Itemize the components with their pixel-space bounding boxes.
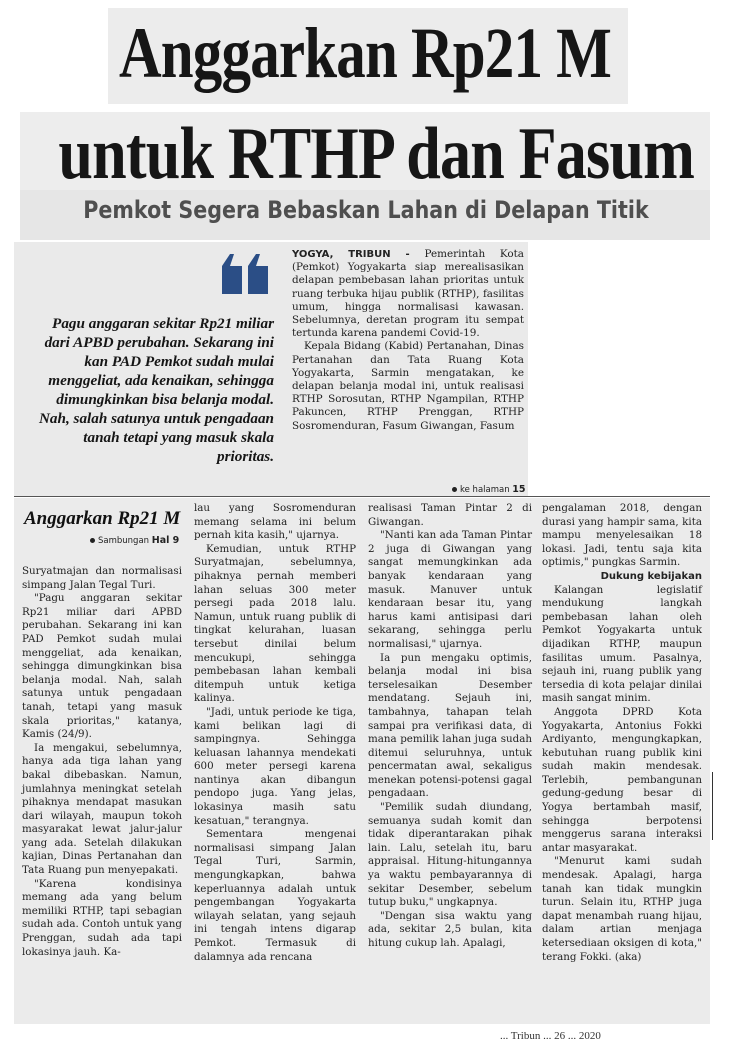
paragraph: Kalangan legislatif mendukung langkah pembebasan lahan oleh Pemkot Yogyakarta untuk dijadikan RTHP, maupun fasilitas umum. Pasalnya, sejauh ini, ruang publik yang tersedia di kota pelajar dinilai masih sangat minim. [542,583,702,705]
lead-text-1: Pemerintah Kota (Pemkot) Yogyakarta siap merealisasikan delapan pembebasan lahan prioritas untuk ruang terbuka hijau publik (RTHP), fasilitas umum, hingga normalisasi kawasan. Sebelumnya, deretan program itu sempat tertunda karena pandemi Covid-19. [292,248,524,340]
paragraph: Ia mengakui, sebelumnya, hanya ada tiga lahan yang bakal dibebaskan. Namun, jumlahnya meningkat setelah pihaknya mendapat masukan dari wilayah, maupun tokoh masyarakat lewat jalur-jalur yang ada. Setelah dilakukan kajian, Dinas Pertanahan dan Tata Ruang pun menyepakati. [22,741,182,877]
paragraph: "Pagu anggaran sekitar Rp21 miliar dari APBD perubahan. Sekarang ini kan PAD Pemkot sudah mulai menggeliat, ada kenaikan, sehingga dimungkinkan bisa belanja modal. Nah, salah satunya untuk pengadaan tanah, tetapi yang masuk skala prioritas," katanya, Kamis (24/9). [22,592,182,741]
paragraph: Kemudian, untuk RTHP Suryatmajan, sebelumnya, pihaknya pernah memberi lahan seluas 300 meter persegi pada 2018 lalu. Namun, untuk ruang publik di tingkat kelurahan, luasan tersebut dinilai belum mencukupi, sehingga pembebasan lahan kembali ditempuh untuk ketiga kalinya. [194,542,356,705]
section-divider [14,496,710,497]
continuation-heading: Anggarkan Rp21 M [24,508,181,529]
lead-paragraph [292,248,524,340]
page-footer: ... Tribun ... 26 ... 2020 [500,1030,601,1042]
lead-paragraph: Kepala Bidang (Kabid) Pertanahan, Dinas Pertanahan dan Tata Ruang Kota Yogyakarta, Sarmin mengatakan, ke delapan belanja modal ini, untuk realisasi RTHP Sorosutan, RTHP Ngampilan, RTHP Pakuncen, RTHP Prenggan, RTHP Sosromenduran, Fasum Giwangan, Fasum [292,340,524,432]
paragraph: "Nanti kan ada Taman Pintar 2 juga di Giwangan yang sangat memungkinkan ada banyak kendaraan yang masuk. Manuver untuk kendaraan besar itu, yang harus kami antisipasi dari sekarang, sehingga perlu normalisasi," ujarnya. [368,529,532,650]
paragraph: Anggota DPRD Kota Yogyakarta, Antonius Fokki Ardiyanto, mengungkapkan, kebutuhan ruang publik kini sudah makin mendesak. Terlebih, pembangunan gedung-gedung besar di Yogya bertambah masif, sehingga berpotensi menggerus sarana interaksi antar masyarakat. [542,705,702,854]
quote-icon [218,250,272,296]
bullet-icon [452,487,457,492]
dateline: YOGYA, TRIBUN - [292,249,410,260]
paragraph: Ia pun mengaku optimis, belanja modal ini bisa terselesaikan Desember mendatang. Sejauh ini, tambahnya, tahapan telah sampai pra verifikasi data, di mana pemilik lahan juga sudah ditemui seluruhnya, untuk pencermatan awal, sekaligus menekan potensi-potensi gagal pengadaan. [368,651,532,800]
pull-quote: Pagu anggaran sekitar Rp21 miliar dari APBD perubahan. Sekarang ini kan PAD Pemkot sudah mulai menggeliat, ada kenaikan, sehingga dimungkinkan bisa belanja modal. Nah, salah satunya untuk pengadaan tanah tetapi yang masuk skala prioritas. [38,315,274,465]
paragraph: lau yang Sosromenduran memang selama ini belum pernah kita kasih," ujarnya. [194,502,356,542]
body-column-3 [368,502,532,951]
paragraph: "Pemilik sudah diundang, semuanya sudah komit dan tidak diperantarakan pihak lain. Lalu, setelah itu, baru appraisal. Hitung-hitungannya ya waktu pembayarannya di sekitar Desember, sebelum tutup buku," ungkapnya. [368,801,532,909]
body-column-4 [542,502,702,964]
continuation-jump [90,535,179,546]
headline-line-2: untuk RTHP dan Fasum [58,113,695,195]
body-column-1 [22,565,182,959]
jump-page-number: 15 [512,484,526,495]
margin-rule [712,772,713,840]
paragraph: "Dengan sisa waktu yang ada, sekitar 2,5 bulan, kita hitung cukup lah. Apalagi, [368,909,532,949]
paragraph: "Menurut kami sudah mendesak. Apalagi, harga tanah kan tidak mungkin turun. Selain itu, RTHP juga dapat menambah ruang hijau, dalam artian menjaga ketersediaan oksigen di kota," terang Fokki. (aka) [542,855,702,963]
paragraph: "Jadi, untuk periode ke tiga, kami belikan lagi di sampingnya. Sehingga keluasan lahannya mendekati 600 meter persegi karena nantinya akan dibangun pendopo juga. Yang jelas, lokasinya masih satu kesatuan," terangnya. [194,705,356,827]
paragraph: Suryatmajan dan normalisasi simpang Jalan Tegal Turi. [22,565,182,591]
bullet-icon [90,538,95,543]
paragraph: Sementara mengenai normalisasi simpang Jalan Tegal Turi, Sarmin, mengungkapkan, bahwa keperluannya adalah untuk pengembangan Yogyakarta wilayah selatan, yang sejauh ini tengah intens digarap Pemkot. Termasuk di dalamnya ada rencana [194,828,356,963]
continuation-jump-page: Hal 9 [151,535,180,546]
paragraph: pengalaman 2018, dengan durasi yang hampir sama, kita mampu menyelesaikan 18 lokasi. Jadi, tentu saja kita optimis," pungkas Sarmin. [542,502,702,569]
continuation-jump-text: Sambungan [98,536,150,546]
section-subheading: Dukung kebijakan [600,570,702,582]
jump-to-page [452,484,526,495]
headline-line-1: Anggarkan Rp21 M [118,13,612,93]
paragraph: "Karena kondisinya memang ada yang belum memiliki RTHP, tapi sebagian sudah ada. Contoh untuk yang Prenggan, sudah ada tapi lokasinya jauh. Ka- [22,877,182,958]
body-column-2 [194,502,356,964]
lead-paragraphs [292,248,524,433]
jump-text: ke halaman [460,485,510,495]
subheadline: Pemkot Segera Bebaskan Lahan di Delapan Titik [83,196,649,224]
paragraph: realisasi Taman Pintar 2 di Giwangan. [368,502,532,528]
